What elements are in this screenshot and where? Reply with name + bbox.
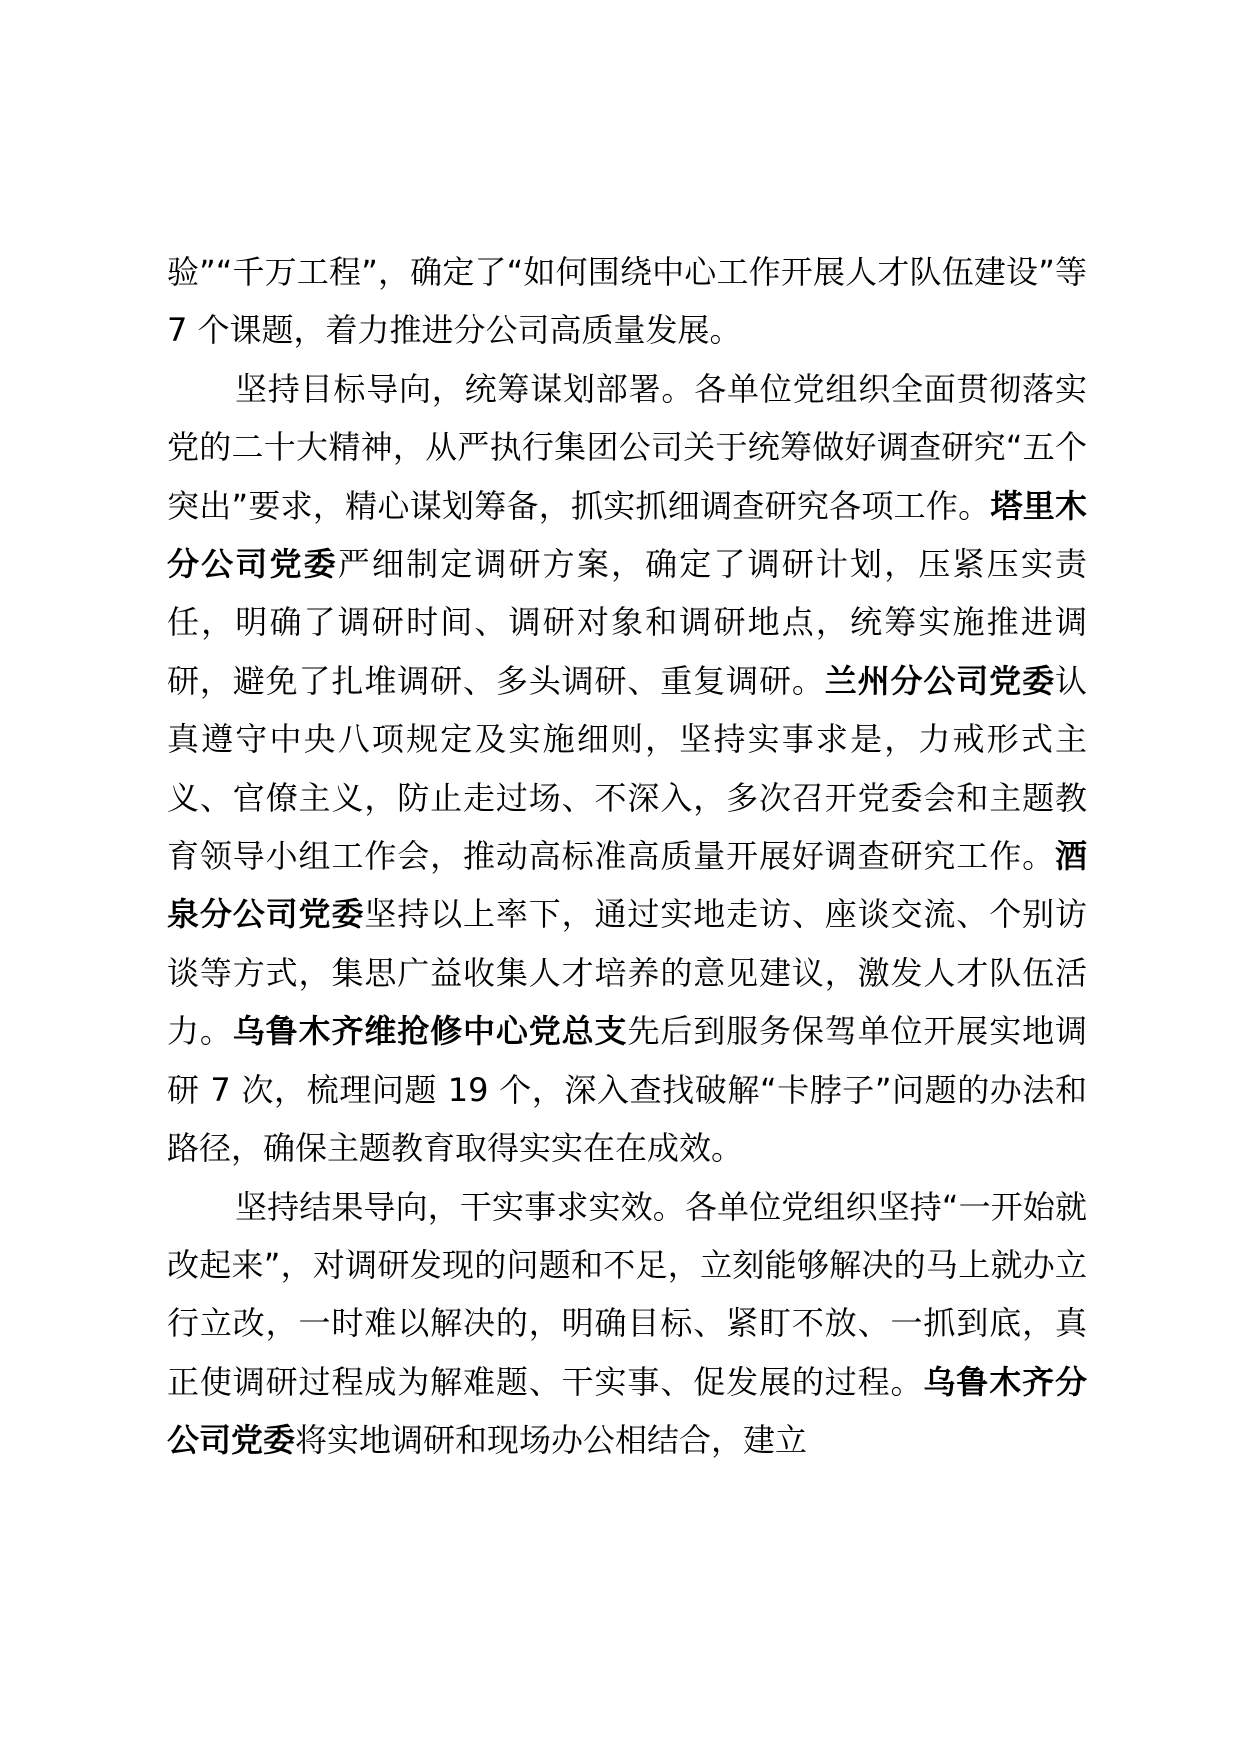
bold-org-name: 乌鲁木齐维抢修中心党总支	[232, 1012, 628, 1051]
text-segment: 认真遵守中央八项规定及实施细则，坚持实事求是，力戒形式主义、官僚主义，防止走过场、不深入，多次召开党委会和主题教育领导小组工作会，推动高标准高质量开展好调查研究工作。	[167, 661, 1087, 876]
bold-org-name: 塔里木分公司党委	[167, 486, 1087, 584]
text-segment: 坚持以上率下，通过实地走访、座谈交流、个别访谈等方式，集思广益收集人才培养的意见建议，激发人才队伍活力。	[167, 895, 1087, 1051]
paragraph-2	[167, 360, 1087, 1178]
text-segment: 严细制定调研方案，确定了调研计划，压紧压实责任，明确了调研时间、调研对象和调研地点，统筹实施推进调研，避免了扎堆调研、多头调研、重复调研。	[167, 545, 1087, 700]
paragraph-3	[167, 1178, 1087, 1470]
text-segment: 坚持目标导向，统筹谋划部署。各单位党组织全面贯彻落实党的二十大精神，从严执行集团公司关于统筹做好调查研究“五个突出”要求，精心谋划筹备，抓实抓细调查研究各项工作。	[167, 369, 1087, 525]
text-segment: 验”“千万工程”，确定了“如何围绕中心工作开展人才队伍建设”等 7 个课题，着力推进分公司高质量发展。	[167, 253, 1087, 350]
text-segment: 坚持结果导向，干实事求实效。各单位党组织坚持“一开始就改起来”，对调研发现的问题和不足，立刻能够解决的马上就办立行立改，一时难以解决的，明确目标、紧盯不放、一抓到底，真正使调研过程成为解难题、干实事、促发展的过程。	[167, 1187, 1087, 1401]
paragraph-1	[167, 243, 1087, 360]
bold-org-name: 乌鲁木齐分公司党委	[167, 1362, 1087, 1460]
bold-org-name: 酒泉分公司党委	[167, 837, 1087, 934]
text-segment: 先后到服务保驾单位开展实地调研 7 次，梳理问题 19 个，深入查找破解“卡脖子”问题的办法和路径，确保主题教育取得实实在在成效。	[167, 1012, 1087, 1168]
text-segment: 将实地调研和现场办公相结合，建立	[295, 1421, 808, 1460]
body-text	[167, 243, 1087, 1470]
bold-org-name: 兰州分公司党委	[824, 661, 1055, 700]
